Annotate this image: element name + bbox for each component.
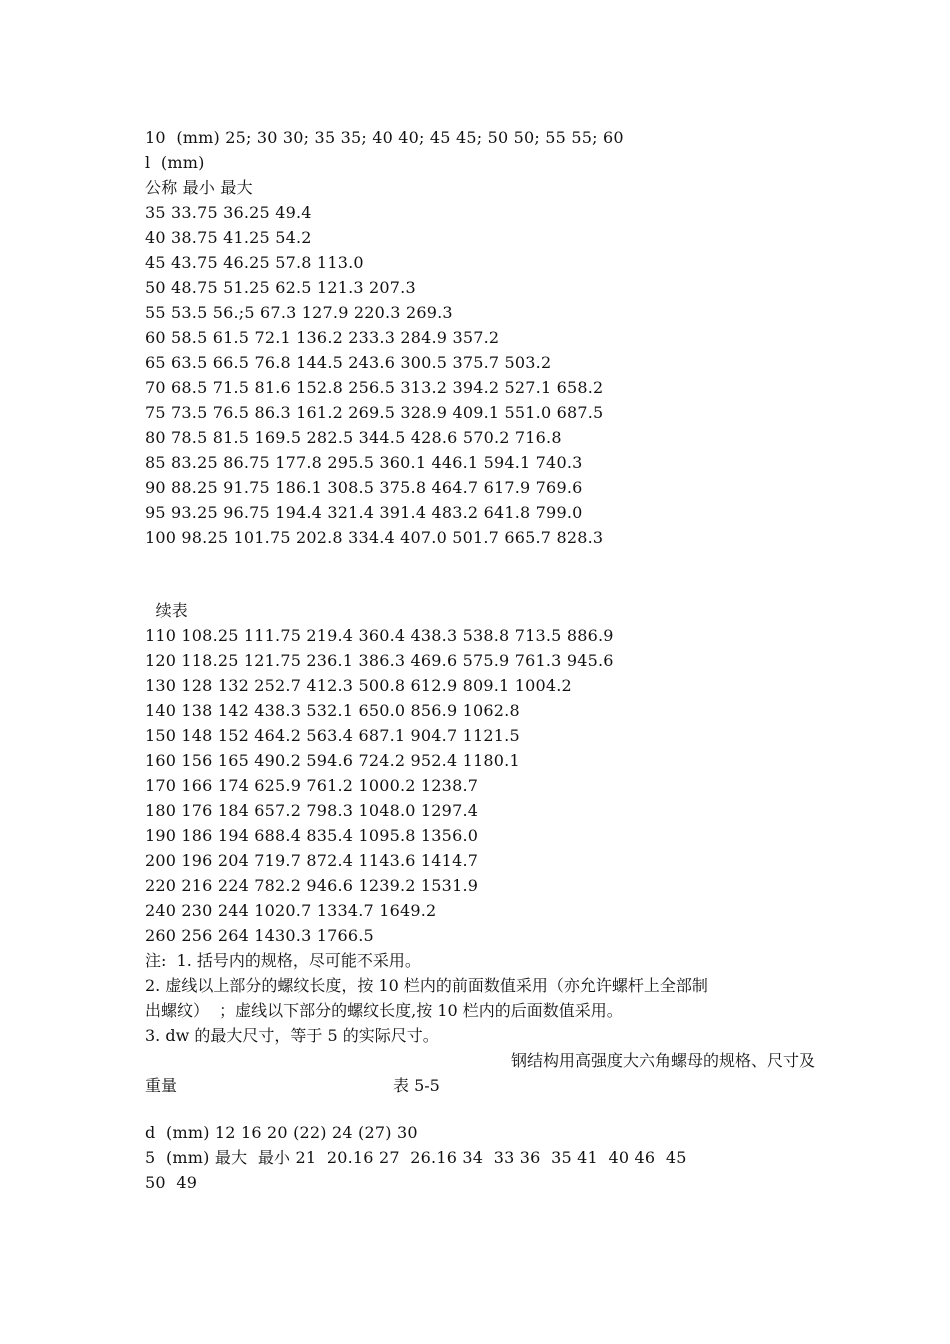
table-caption-line-2 [145,1073,815,1098]
table-row: d (mm) 12 16 20 (22) 24 (27) 30 [145,1123,418,1142]
continued-heading: 续表 [145,601,188,620]
table-title: 钢结构用高强度大六角螺母的规格、尺寸及 [510,1051,815,1070]
table-row: 180 176 184 657.2 798.3 1048.0 1297.4 [145,801,479,820]
table-header-row: 公称 最小 最大 [145,178,253,197]
note-1: 注: 1. 括号内的规格，尽可能不采用。 [145,951,421,970]
table-row: 60 58.5 61.5 72.1 136.2 233.3 284.9 357.2 [145,328,500,347]
table-row: 150 148 152 464.2 563.4 687.1 904.7 1121.5 [145,726,520,745]
table-row: 190 186 194 688.4 835.4 1095.8 1356.0 [145,826,479,845]
table-row: 85 83.25 86.75 177.8 295.5 360.1 446.1 594.1 740.3 [145,453,583,472]
table-row: 100 98.25 101.75 202.8 334.4 407.0 501.7 665.7 828.3 [145,528,604,547]
table-row: 130 128 132 252.7 412.3 500.8 612.9 809.1 1004.2 [145,676,572,695]
table-row: 65 63.5 66.5 76.8 144.5 243.6 300.5 375.7 503.2 [145,353,552,372]
table-row: 5 (mm) 最大 最小 21 20.16 27 26.16 34 33 36 35 41 40 46 45 [145,1148,687,1167]
table-row: 55 53.5 56.;5 67.3 127.9 220.3 269.3 [145,303,453,322]
table-row: 260 256 264 1430.3 1766.5 [145,926,374,945]
table-row: 140 138 142 438.3 532.1 650.0 856.9 1062.8 [145,701,520,720]
table-row: 50 49 [145,1173,198,1192]
table-row: 45 43.75 46.25 57.8 113.0 [145,253,364,272]
table-row: 95 93.25 96.75 194.4 321.4 391.4 483.2 641.8 799.0 [145,503,583,522]
bolt-length-table [145,125,815,550]
table-row: 40 38.75 41.25 54.2 [145,228,312,247]
table-row: 75 73.5 76.5 86.3 161.2 269.5 328.9 409.1 551.0 687.5 [145,403,604,422]
table-row: 80 78.5 81.5 169.5 282.5 344.5 428.6 570.2 716.8 [145,428,562,447]
table-row: 220 216 224 782.2 946.6 1239.2 1531.9 [145,876,479,895]
table-row: 160 156 165 490.2 594.6 724.2 952.4 1180.1 [145,751,520,770]
table-row: 90 88.25 91.75 186.1 308.5 375.8 464.7 617.9 769.6 [145,478,583,497]
note-3: 3. dw 的最大尺寸，等于 5 的实际尺寸。 [145,1026,439,1045]
table-number: 表 5-5 [393,1076,440,1095]
table-row: 10 (mm) 25; 30 30; 35 35; 40 40; 45 45; 50 50; 55 55; 60 [145,128,624,147]
table-row: 70 68.5 71.5 81.6 152.8 256.5 313.2 394.2 527.1 658.2 [145,378,604,397]
note-2: 2. 虚线以上部分的螺纹长度，按 10 栏内的前面数值采用（亦允许螺杆上全部制 [145,976,708,995]
nut-dimension-table [145,1120,815,1195]
table-caption-line-1 [145,1048,815,1073]
table-row: 50 48.75 51.25 62.5 121.3 207.3 [145,278,416,297]
table-row: l (mm) [145,153,205,172]
table-row: 110 108.25 111.75 219.4 360.4 438.3 538.8 713.5 886.9 [145,626,614,645]
table-row: 35 33.75 36.25 49.4 [145,203,312,222]
bolt-length-table-continued [145,598,815,1098]
table-row: 120 118.25 121.75 236.1 386.3 469.6 575.9 761.3 945.6 [145,651,614,670]
table-title-continued: 重量 [145,1076,178,1095]
table-row: 200 196 204 719.7 872.4 1143.6 1414.7 [145,851,479,870]
table-row: 240 230 244 1020.7 1334.7 1649.2 [145,901,437,920]
table-row: 170 166 174 625.9 761.2 1000.2 1238.7 [145,776,479,795]
note-2-continued: 出螺纹） ；虚线以下部分的螺纹长度,按 10 栏内的后面数值采用。 [145,1001,623,1020]
